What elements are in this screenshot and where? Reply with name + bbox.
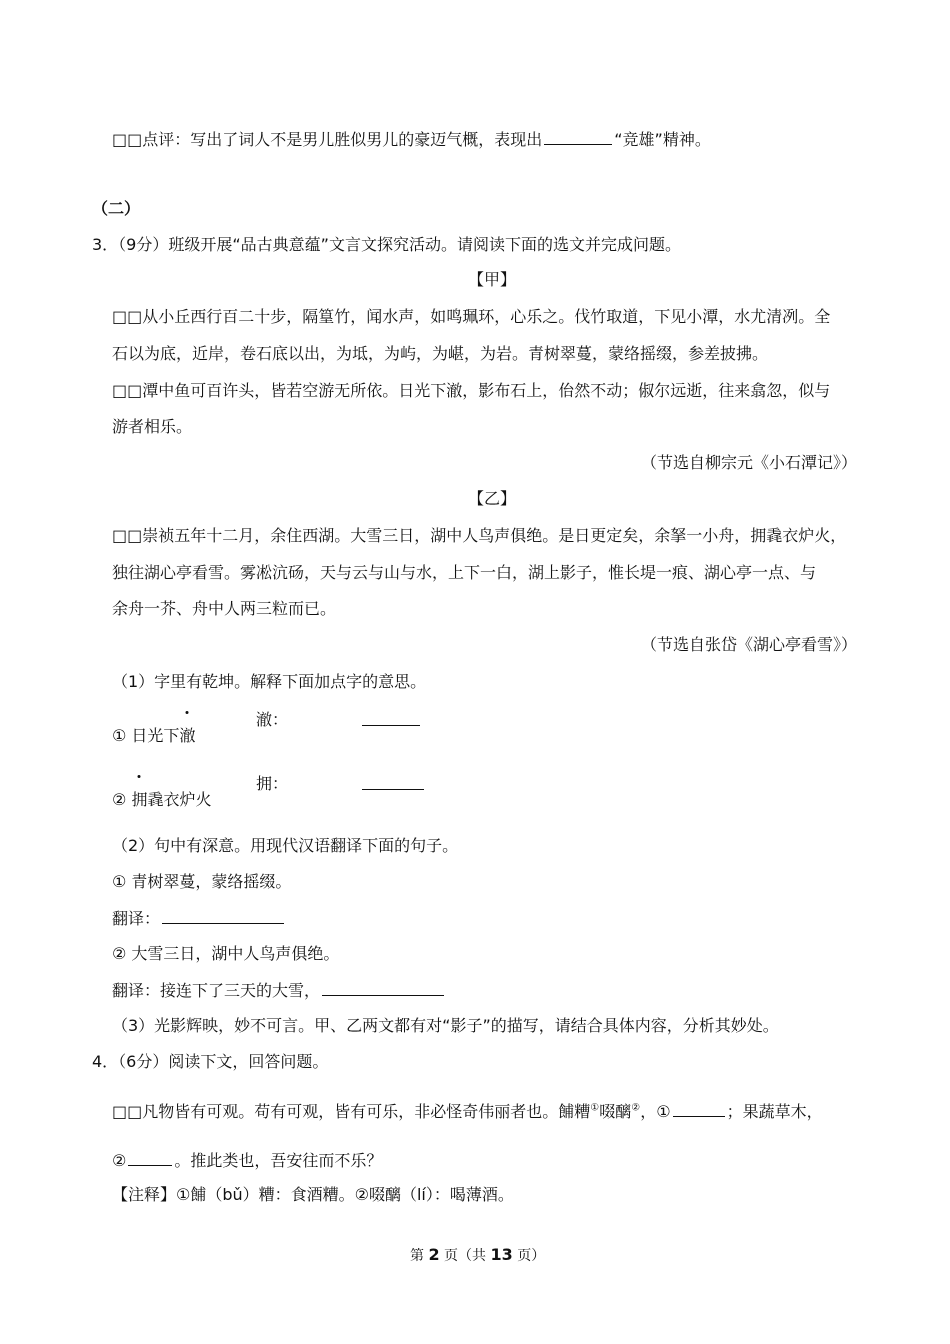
word-item-prefix: ② — [112, 790, 132, 809]
translation-label: 翻译：接连下了三天的大雪， — [112, 981, 321, 1000]
word-item-label: 澈： — [256, 710, 289, 729]
translation-1 — [112, 907, 286, 930]
passage-jia-title: 【甲】 — [468, 270, 517, 289]
annotation-note: 【注释】①餔（bǔ）糟：食酒糟。②啜醨（lí）：喝薄酒。 — [112, 1185, 514, 1204]
word-item-2-answer — [256, 773, 288, 795]
answer-blank[interactable] — [162, 907, 284, 924]
passage-yi-line: □□崇祯五年十二月，余住西湖。大雪三日，湖中人鸟声俱绝。是日更定矣，余拏一小舟，拥毳衣炉火， — [112, 526, 847, 545]
passage-text: 啜醨 — [599, 1102, 632, 1121]
total-pages: 13 — [490, 1245, 513, 1264]
page-footer — [410, 1244, 545, 1267]
sub-question-3: （3）光影辉映，妙不可言。甲、乙两文都有对“影子”的描写，请结合具体内容，分析其妙处。 — [112, 1016, 779, 1035]
word-item-prefix: ① 日光下 — [112, 726, 180, 745]
passage-yi-title: 【乙】 — [468, 489, 517, 508]
answer-blank[interactable] — [128, 1149, 172, 1166]
passage-text: ② — [112, 1151, 127, 1170]
word-item-suffix: 毳衣炉火 — [147, 790, 212, 809]
passage-yi-line: 余舟一芥、舟中人两三粒而已。 — [112, 599, 337, 618]
passage-jia-source: （节选自柳宗元《小石潭记》） — [640, 453, 857, 472]
passage-text: ，① — [640, 1102, 671, 1121]
translation-label: 翻译： — [112, 909, 161, 928]
passage-yi-line: 独往湖心亭看雪。雾凇沆砀，天与云与山与水，上下一白，湖上影子，惟长堤一痕、湖心亭一点、与 — [112, 563, 817, 582]
dotted-char: 澈 — [179, 726, 196, 745]
word-item-2 — [112, 789, 211, 811]
passage-text: □□凡物皆有可观。苟有可观，皆有可乐，非必怪奇伟丽者也。餔糟 — [112, 1102, 591, 1121]
passage-text: 。推此类也，吾安往而不乐？ — [174, 1151, 383, 1170]
sentence-2: ② 大雪三日，湖中人鸟声俱绝。 — [112, 944, 340, 963]
page-number: 2 — [428, 1245, 440, 1264]
section-title: （二） — [92, 199, 141, 218]
passage-jia-line: □□从小丘西行百二十步，隔篁竹，闻水声，如鸣珮环，心乐之。伐竹取道，下见小潭，水尤清冽。全 — [112, 307, 831, 326]
sentence-1: ① 青树翠蔓，蒙络摇缀。 — [112, 872, 292, 891]
footer-text: 页（共 — [444, 1248, 487, 1264]
passage-text: ；果蔬草木， — [726, 1102, 823, 1121]
answer-blank[interactable] — [362, 773, 424, 790]
passage-yi-source: （节选自张岱《湖心亭看雪》） — [640, 635, 857, 654]
word-item-1 — [112, 725, 195, 747]
translation-2 — [112, 979, 446, 1002]
passage-jia-line: □□潭中鱼可百许头，皆若空游无所依。日光下澈，影布石上，佁然不动；俶尔远逝，往来翕忽，似与 — [112, 381, 831, 400]
question-4-header: 4．（6分）阅读下文，回答问题。 — [92, 1052, 329, 1071]
comment-text: □□点评：写出了词人不是男儿胜似男儿的豪迈气概，表现出 — [112, 130, 543, 149]
dotted-char: 拥 — [131, 790, 148, 809]
word-item-label: 拥： — [256, 774, 289, 793]
word-item-2-blank[interactable] — [360, 773, 426, 796]
answer-blank[interactable] — [673, 1100, 725, 1117]
comment-after: “竞雄”精神。 — [614, 130, 711, 149]
passage-q4-line — [112, 1100, 823, 1123]
comment-line — [112, 128, 711, 151]
answer-blank[interactable] — [362, 709, 420, 726]
sub-question-1: （1）字里有乾坤。解释下面加点字的意思。 — [112, 672, 427, 691]
passage-q4-line — [112, 1149, 382, 1172]
passage-jia-line: 石以为底，近岸，卷石底以出，为坻，为屿，为嵁，为岩。青树翠蔓，蒙络摇缀，参差披拂。 — [112, 344, 769, 363]
answer-blank[interactable] — [322, 979, 444, 996]
word-item-1-answer — [256, 709, 288, 731]
footnote-marker: ① — [590, 1102, 600, 1114]
passage-jia-line: 游者相乐。 — [112, 417, 193, 436]
answer-blank[interactable] — [544, 128, 612, 145]
footer-text: 第 — [410, 1248, 424, 1264]
sub-question-2: （2）句中有深意。用现代汉语翻译下面的句子。 — [112, 836, 459, 855]
footer-text: 页） — [517, 1248, 546, 1264]
word-item-1-blank[interactable] — [360, 709, 422, 732]
footnote-marker: ② — [631, 1102, 641, 1114]
question-3-header: 3．（9分）班级开展“品古典意蕴”文言文探究活动。请阅读下面的选文并完成问题。 — [92, 235, 681, 254]
